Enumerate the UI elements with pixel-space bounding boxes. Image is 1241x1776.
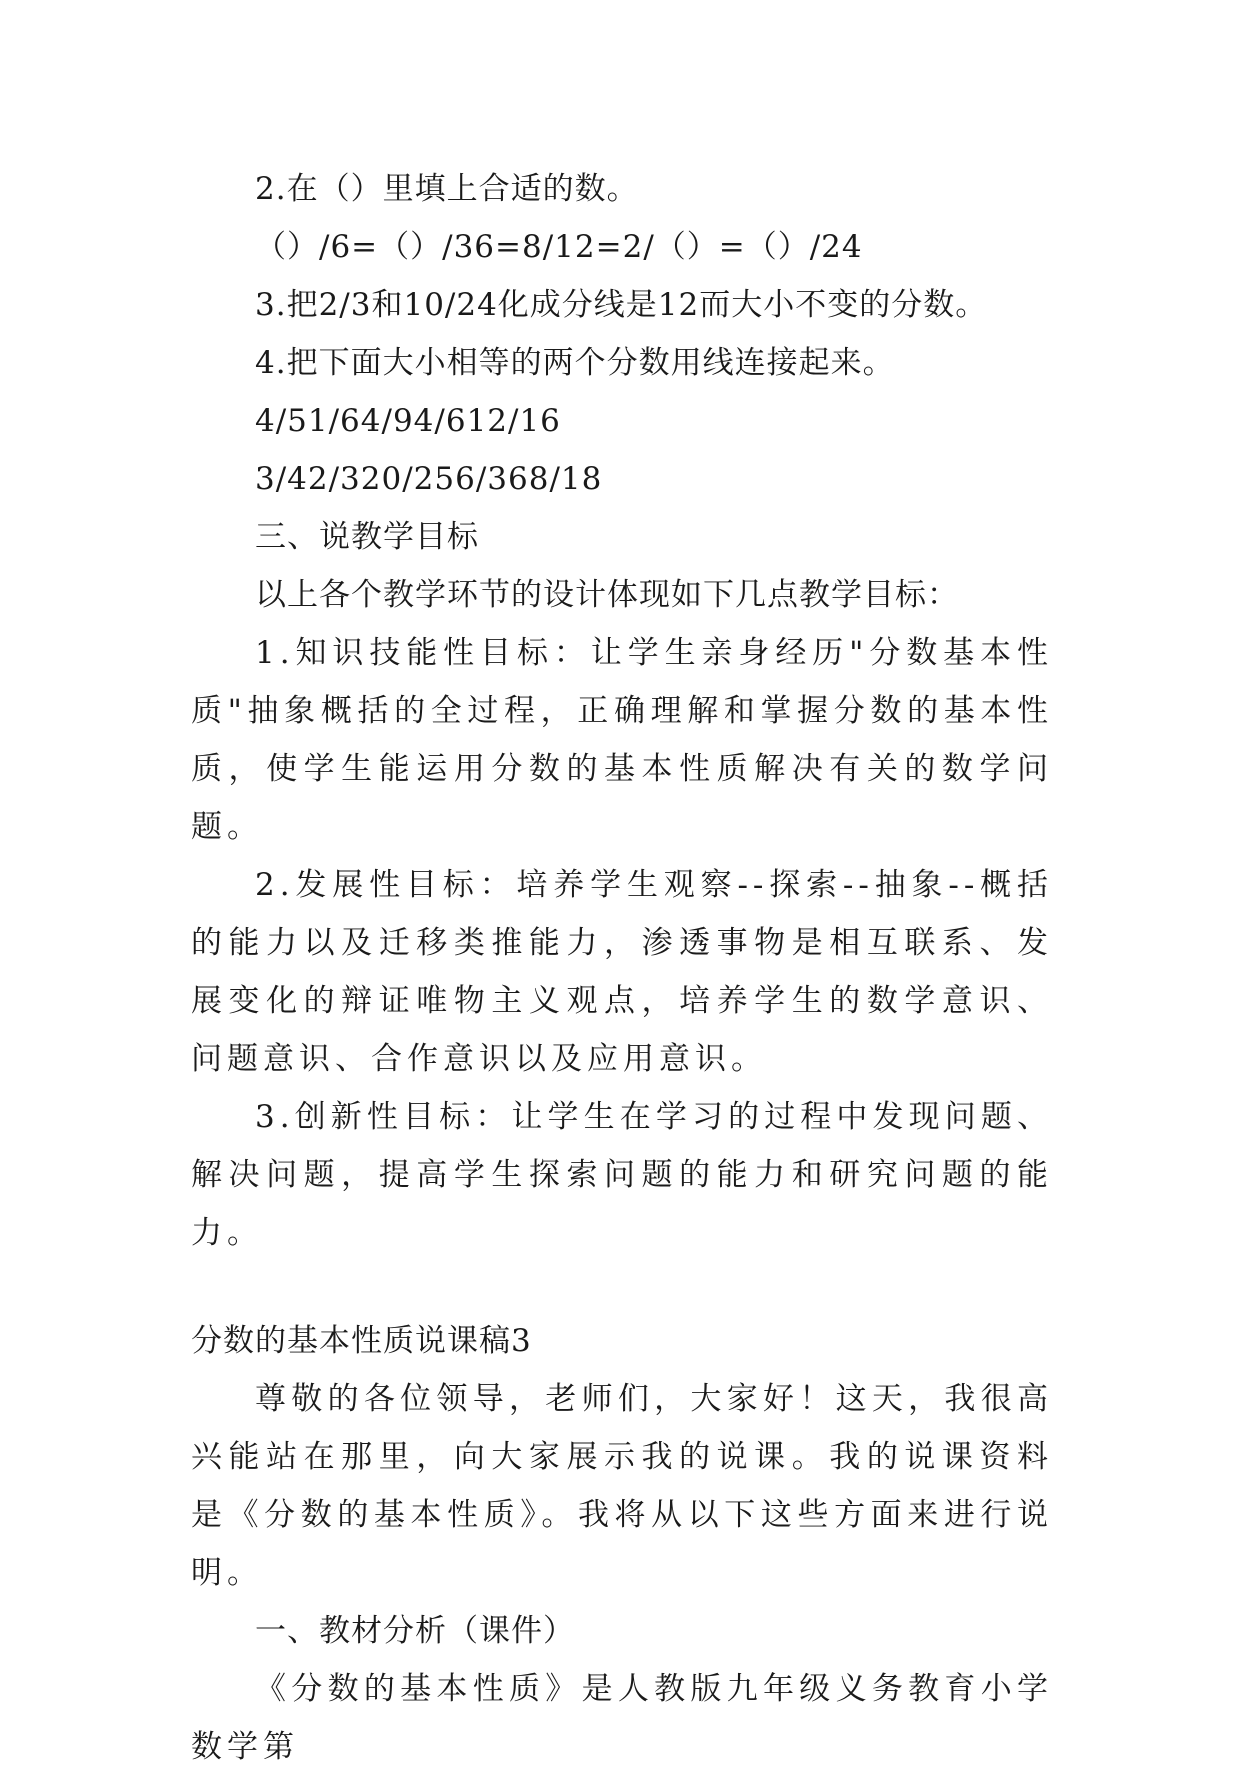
section-title: 分数的基本性质说课稿3 bbox=[191, 1323, 532, 1359]
heading-material-analysis: 一、教材分析（课件） bbox=[255, 1613, 575, 1649]
goal-2-paragraph: 2.发展性目标：培养学生观察--探索--抽象--概括的能力以及迁移类推能力，渗透事物是相互联系、发展变化的辩证唯物主义观点，培养学生的数学意识、问题意识、合作意识以及应用意识。 bbox=[191, 867, 1053, 1077]
goal-1-paragraph: 1.知识技能性目标：让学生亲身经历"分数基本性质"抽象概括的全过程，正确理解和掌握分数的基本性质，使学生能运用分数的基本性质解决有关的数学问题。 bbox=[191, 635, 1053, 845]
question-3: 3.把2/3和10/24化成分线是12而大小不变的分数。 bbox=[255, 287, 988, 323]
greeting-paragraph: 尊敬的各位领导，老师们，大家好！这天，我很高兴能站在那里，向大家展示我的说课。我的说课资料是《分数的基本性质》。我将从以下这些方面来进行说明。 bbox=[191, 1381, 1053, 1591]
heading-teaching-goals: 三、说教学目标 bbox=[255, 519, 479, 555]
material-analysis-paragraph: 《分数的基本性质》是人教版九年级义务教育小学数学第 bbox=[191, 1671, 1053, 1765]
goals-intro: 以上各个教学环节的设计体现如下几点教学目标： bbox=[255, 577, 959, 613]
section-gap bbox=[191, 1262, 1053, 1312]
question-4: 4.把下面大小相等的两个分数用线连接起来。 bbox=[255, 345, 895, 381]
document-body bbox=[191, 160, 1053, 1776]
goal-3-paragraph: 3.创新性目标：让学生在学习的过程中发现问题、解决问题，提高学生探索问题的能力和研究问题的能力。 bbox=[191, 1099, 1053, 1251]
question-2-equation: （）/6=（）/36=8/12=2/（）=（）/24 bbox=[255, 229, 863, 265]
question-2: 2.在（）里填上合适的数。 bbox=[255, 171, 639, 207]
question-4-row-2: 3/42/320/256/368/18 bbox=[255, 461, 603, 497]
question-4-row-1: 4/51/64/94/612/16 bbox=[255, 403, 561, 439]
